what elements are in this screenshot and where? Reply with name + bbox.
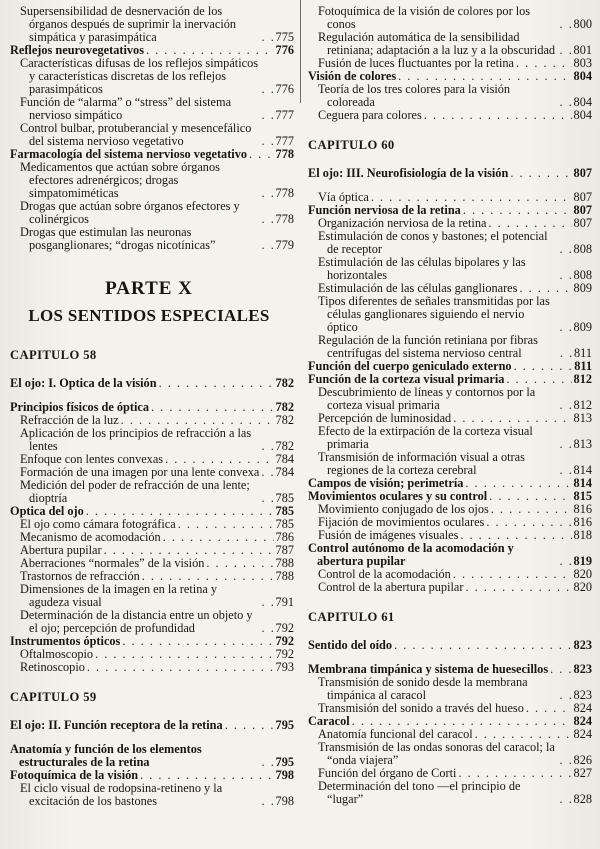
page-number: 823 <box>573 662 592 676</box>
entry-text: Fusión de luces fluctuantes por la retina <box>318 56 515 70</box>
entry-text: Transmisión de sonido desde la membrana timpánica al caracol <box>318 675 528 702</box>
dot-leader <box>151 401 274 414</box>
entry-text: El ojo: II. Función receptora de la retina <box>10 718 223 732</box>
page-number: 798 <box>275 768 294 782</box>
page-number: 818 <box>573 528 592 542</box>
dot-leader <box>87 661 274 674</box>
entry-text: Trastornos de refracción <box>20 569 140 583</box>
column-rule <box>300 0 301 103</box>
dot-leader <box>249 148 274 161</box>
entry-text: Regulación automática de la sensibilidad retiniana; adaptación a la luz y a la obscuridad <box>318 30 556 57</box>
part-heading <box>10 278 288 326</box>
page-number: 777 <box>275 108 294 122</box>
page-number: 795 <box>275 718 294 732</box>
dot-leader <box>560 754 572 767</box>
toc-entry <box>20 479 294 505</box>
entry-text: Principios físicos de óptica <box>10 400 150 414</box>
dot-leader <box>261 466 273 479</box>
toc-entry <box>318 31 592 57</box>
dot-leader <box>560 689 572 702</box>
entry-text: Transmisión del sonido a través del hueso <box>318 701 524 715</box>
dot-leader <box>225 719 274 732</box>
dot-leader <box>159 377 274 390</box>
dot-leader <box>465 581 571 594</box>
dot-leader <box>560 96 572 109</box>
page-number: 816 <box>573 502 592 516</box>
entry-text: Instrumentos ópticos <box>10 634 121 648</box>
page-number: 792 <box>275 621 294 635</box>
dot-leader <box>262 83 274 96</box>
toc-chapter-title-entry <box>308 167 592 180</box>
page-number: 801 <box>573 43 592 57</box>
page-number: 804 <box>573 108 592 122</box>
dot-leader <box>560 321 572 334</box>
toc-chapter-title-entry <box>10 377 294 390</box>
dot-leader <box>560 399 572 412</box>
entry-text: El ojo: I. Optica de la visión <box>10 376 157 390</box>
dot-leader <box>526 702 572 715</box>
dot-leader <box>122 635 273 648</box>
toc-entry <box>10 743 294 769</box>
page-number: 786 <box>275 530 294 544</box>
dot-leader <box>550 663 571 676</box>
toc-entry <box>318 702 592 715</box>
dot-leader <box>262 109 274 122</box>
page-number: 776 <box>275 43 294 57</box>
entry-text: Función nerviosa de la retina <box>308 203 461 217</box>
entry-text: Estimulación de las células ganglionares <box>318 281 518 295</box>
entry-text: Mecanismo de acomodación <box>20 530 161 544</box>
dot-leader <box>262 440 274 453</box>
entry-text: Caracol <box>308 714 350 728</box>
entry-text: Control autónomo de la acomodación y abertura pupilar <box>308 541 514 568</box>
entry-text: Optica del ojo <box>10 504 84 518</box>
toc-chapter-title-entry <box>10 719 294 732</box>
page-number: 782 <box>275 376 294 390</box>
entry-text: Fijación de movimientos oculares <box>318 515 485 529</box>
dot-leader <box>163 531 274 544</box>
page-number: 788 <box>275 569 294 583</box>
dot-leader <box>560 347 572 360</box>
page-number: 776 <box>275 82 294 96</box>
entry-text: Aberraciones “normales” de la visión <box>20 556 205 570</box>
entry-text: Determinación de la distancia entre un objeto y el ojo; percepción de profundidad <box>20 608 253 635</box>
page-number: 792 <box>275 647 294 661</box>
chapter-heading: CAPITULO 58 <box>10 348 97 362</box>
page-number: 809 <box>573 320 592 334</box>
dot-leader <box>516 57 572 70</box>
entry-text: Drogas que actúan sobre órganos efectores y colinérgicos <box>20 199 240 226</box>
page-number: 819 <box>573 554 592 568</box>
dot-leader <box>394 639 571 652</box>
entry-text: Transmisión de las ondas sonoras del caracol; la “onda viajera” <box>318 740 555 767</box>
dot-leader <box>560 464 572 477</box>
toc-entry <box>20 782 294 808</box>
page-number: 814 <box>573 476 592 490</box>
entry-text: Percepción de luminosidad <box>318 411 452 425</box>
page-number: 782 <box>275 400 294 414</box>
entry-text: Vía óptica <box>318 190 369 204</box>
toc-column-left <box>10 5 294 808</box>
dot-leader <box>178 518 274 531</box>
page-number: 814 <box>573 463 592 477</box>
part-heading-line: PARTE X <box>105 278 193 299</box>
dot-leader <box>424 109 572 122</box>
entry-text: Movimiento conjugado de los ojos <box>318 502 489 516</box>
page-number: 785 <box>275 504 294 518</box>
entry-text: Sentido del oído <box>308 638 393 652</box>
page-number: 811 <box>574 359 592 373</box>
dot-leader <box>95 648 273 661</box>
page-number: 778 <box>275 186 294 200</box>
dot-leader <box>491 503 572 516</box>
page-number: 792 <box>275 634 294 648</box>
toc-entry <box>20 161 294 200</box>
page-number: 828 <box>573 792 592 806</box>
entry-text: Campos de visión; perimetría <box>308 476 464 490</box>
entry-text: Retinoscopio <box>20 660 85 674</box>
entry-text: Función del cuerpo geniculado externo <box>308 359 512 373</box>
dot-leader <box>262 756 274 769</box>
part-heading-line: LOS SENTIDOS ESPECIALES <box>28 306 270 325</box>
toc-entry <box>20 226 294 252</box>
page-number: 812 <box>573 372 592 386</box>
toc-column-right <box>308 5 592 808</box>
page-number: 808 <box>573 268 592 282</box>
toc-entry <box>318 425 592 451</box>
dot-leader <box>262 795 274 808</box>
entry-text: Enfoque con lentes convexas <box>20 452 164 466</box>
entry-text: Control de la abertura pupilar <box>318 580 464 594</box>
page-number: 807 <box>573 166 592 180</box>
entry-text: Estimulación de conos y bastones; el potencial de receptor <box>318 229 548 256</box>
entry-text: Efecto de la extirpación de la corteza visual primaria <box>318 424 533 451</box>
entry-text: Control de la acomodación <box>318 567 451 581</box>
page-number: 800 <box>573 17 592 31</box>
page-number: 779 <box>275 238 294 252</box>
entry-text: Visión de colores <box>308 69 397 83</box>
entry-text: El ciclo visual de rodopsina-retineno y la excitación de los bastones <box>20 781 223 808</box>
page-number: 826 <box>573 753 592 767</box>
dot-leader <box>206 557 273 570</box>
toc-entry <box>20 5 294 44</box>
page-number: 787 <box>275 543 294 557</box>
toc-entry <box>308 542 592 568</box>
page-number: 793 <box>275 660 294 674</box>
page-number: 824 <box>573 727 592 741</box>
dot-leader <box>489 490 571 503</box>
toc-chapter-title-entry <box>308 639 592 652</box>
page-number: 804 <box>573 95 592 109</box>
entry-text: Control bulbar, protuberancial y mesencefálico del sistema nervioso vegetativo <box>20 121 252 148</box>
dot-leader <box>262 239 274 252</box>
entry-text: Teoría de los tres colores para la visión coloreada <box>318 82 511 109</box>
entry-text: Características difusas de los reflejos simpáticos y características discretas de los reflejos parasimpáticos <box>20 56 259 96</box>
dot-leader <box>262 622 274 635</box>
toc-entry <box>20 57 294 96</box>
entry-text: Reflejos neurovegetativos <box>10 43 144 57</box>
page-number: 788 <box>275 556 294 570</box>
dot-leader <box>262 31 274 44</box>
page-number: 809 <box>573 281 592 295</box>
dot-leader <box>262 492 274 505</box>
toc-entry <box>318 676 592 702</box>
toc-entry <box>318 780 592 806</box>
page-number: 811 <box>574 346 592 360</box>
page-number: 782 <box>275 413 294 427</box>
page-number: 820 <box>573 580 592 594</box>
page-number: 807 <box>573 190 592 204</box>
entry-text: Farmacología del sistema nervioso vegetativo <box>10 147 248 161</box>
toc-entry <box>318 451 592 477</box>
dot-leader <box>560 269 572 282</box>
toc-entry <box>20 122 294 148</box>
entry-text: Drogas que estimulan las neuronas posganglionares; “drogas nicotínicas” <box>20 225 216 252</box>
entry-text: Refracción de la luz <box>20 413 119 427</box>
dot-leader <box>514 360 573 373</box>
dot-leader <box>560 18 572 31</box>
dot-leader <box>262 135 274 148</box>
toc-entry <box>20 200 294 226</box>
page-number: 827 <box>573 766 592 780</box>
entry-text: Función del órgano de Corti <box>318 766 457 780</box>
entry-text: Medicamentos que actúan sobre órganos efectores adrenérgicos; drogas simpatomiméticas <box>20 160 220 200</box>
dot-leader <box>262 187 274 200</box>
entry-text: Función de “alarma” o “stress” del sistema nervioso simpático <box>20 95 232 122</box>
entry-text: Anatomía y función de los elementos estructurales de la retina <box>10 742 202 769</box>
toc-entry <box>318 230 592 256</box>
entry-text: Abertura pupilar <box>20 543 102 557</box>
dot-leader <box>560 243 572 256</box>
dot-leader <box>486 516 571 529</box>
toc-entry <box>318 741 592 767</box>
page-number: 808 <box>573 242 592 256</box>
toc-entry <box>318 386 592 412</box>
entry-text: Formación de una imagen por una lente convexa <box>20 465 260 479</box>
dot-leader <box>453 568 572 581</box>
page-number: 823 <box>573 688 592 702</box>
page-number: 816 <box>573 515 592 529</box>
page-number: 782 <box>275 439 294 453</box>
page-number: 803 <box>573 56 592 70</box>
dot-leader <box>560 438 572 451</box>
entry-text: Aplicación de los principios de refracción a las lentes <box>20 426 252 453</box>
entry-text: Medición del poder de refracción de una lente; dioptría <box>20 478 250 505</box>
toc-entry <box>20 661 294 674</box>
toc-entry <box>20 96 294 122</box>
entry-text: Determinación del tono —el principio de “lugar” <box>318 779 521 806</box>
dot-leader <box>510 167 571 180</box>
page-number: 784 <box>275 452 294 466</box>
toc-entry <box>318 295 592 334</box>
page-number: 791 <box>275 595 294 609</box>
page-number: 823 <box>573 638 592 652</box>
entry-text: Fotoquímica de la visión <box>10 768 139 782</box>
page-number: 775 <box>275 30 294 44</box>
page-number: 778 <box>275 147 294 161</box>
dot-leader <box>560 44 572 57</box>
entry-text: Supersensibilidad de desnervación de los órganos después de suprimir la inervación simpática y parasimpática <box>20 4 237 44</box>
entry-text: Organización nerviosa de la retina <box>318 216 487 230</box>
entry-text: Fotoquímica de la visión de colores por los conos <box>318 4 531 31</box>
page-number: 813 <box>573 437 592 451</box>
page-number: 784 <box>275 465 294 479</box>
dot-leader <box>560 555 572 568</box>
chapter-heading: CAPITULO 61 <box>308 610 395 624</box>
page-number: 795 <box>275 755 294 769</box>
entry-text: Tipos diferentes de señales transmitidas por las células ganglionares siguiendo el nervio óptico <box>318 294 550 334</box>
page-number: 815 <box>573 489 592 503</box>
page-number: 804 <box>573 69 592 83</box>
entry-text: Movimientos oculares y su control <box>308 489 488 503</box>
toc-entry <box>20 583 294 609</box>
page-number: 785 <box>275 491 294 505</box>
page-number: 778 <box>275 212 294 226</box>
page-number: 807 <box>573 203 592 217</box>
entry-text: El ojo como cámara fotográfica <box>20 517 176 531</box>
entry-text: Transmisión de información visual a otras regiones de la corteza cerebral <box>318 450 525 477</box>
toc-entry <box>20 427 294 453</box>
toc-entry <box>318 5 592 31</box>
entry-text: Anatomía funcional del caracol <box>318 727 473 741</box>
page-number: 785 <box>275 517 294 531</box>
entry-text: Estimulación de las células bipolares y las horizontales <box>318 255 526 282</box>
entry-text: Dimensiones de la imagen en la retina y agudeza visual <box>20 582 218 609</box>
entry-text: Membrana timpánica y sistema de huesecillos <box>308 662 549 676</box>
dot-leader <box>262 213 274 226</box>
dot-leader <box>560 793 572 806</box>
entry-text: Regulación de la función retiniana por fibras centrífugas del sistema nervioso central <box>318 333 538 360</box>
entry-text: Oftalmoscopio <box>20 647 94 661</box>
entry-text: Función de la corteza visual primaria <box>308 372 505 386</box>
page-number: 798 <box>275 794 294 808</box>
toc-entry <box>318 256 592 282</box>
toc-entry <box>318 334 592 360</box>
entry-text: Fusión de imágenes visuales <box>318 528 459 542</box>
entry-text: Descubrimiento de líneas y contornos por la corteza visual primaria <box>318 385 536 412</box>
entry-text: Ceguera para colores <box>318 108 422 122</box>
toc-entry <box>318 581 592 594</box>
page-number: 777 <box>275 134 294 148</box>
page-number: 807 <box>573 216 592 230</box>
toc-entry <box>20 609 294 635</box>
chapter-heading: CAPITULO 60 <box>308 138 395 152</box>
chapter-heading: CAPITULO 59 <box>10 690 97 704</box>
page-number: 820 <box>573 567 592 581</box>
page-number: 824 <box>573 714 592 728</box>
page-number: 813 <box>573 411 592 425</box>
page-number: 824 <box>573 701 592 715</box>
toc-entry <box>318 83 592 109</box>
entry-text: El ojo: III. Neurofisiología de la visión <box>308 166 509 180</box>
page-number: 812 <box>573 398 592 412</box>
dot-leader <box>262 596 274 609</box>
toc-entry <box>318 109 592 122</box>
